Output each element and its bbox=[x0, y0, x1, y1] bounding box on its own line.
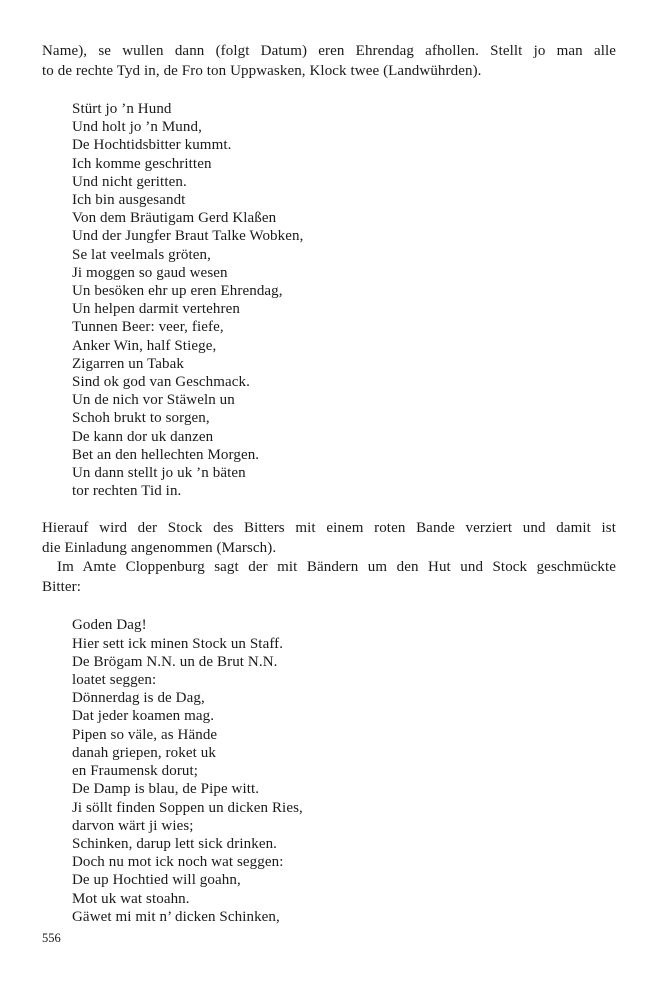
poem-line: De Damp is blau, de Pipe witt. bbox=[72, 781, 260, 798]
poem-line: danah griepen, roket uk bbox=[72, 744, 216, 761]
poem-line: darvon wärt ji wies; bbox=[72, 817, 194, 834]
poem-line: Goden Dag! bbox=[72, 617, 147, 634]
poem-line: Schoh brukt to sorgen, bbox=[72, 410, 210, 427]
poem-line: De up Hochtied will goahn, bbox=[72, 872, 241, 889]
poem-line: tor rechten Tid in. bbox=[72, 483, 182, 500]
poem-line: Un besöken ehr up eren Ehrendag, bbox=[72, 283, 283, 300]
prose-line: to de rechte Tyd in, de Fro ton Uppwasken, Klock twee (Landwührden). bbox=[42, 62, 482, 79]
poem-line: loatet seggen: bbox=[72, 672, 157, 689]
page-number: 556 bbox=[42, 931, 61, 945]
poem-line: Und nicht geritten. bbox=[72, 173, 187, 190]
poem-line: Un de nich vor Stäweln un bbox=[72, 392, 235, 409]
poem-line: Tunnen Beer: veer, fiefe, bbox=[72, 319, 224, 336]
prose-line: Im Amte Cloppenburg sagt der mit Bändern um den Hut und Stock geschmückte bbox=[57, 559, 616, 576]
poem-line: Und der Jungfer Braut Talke Wobken, bbox=[72, 228, 304, 245]
goden-dag-verse bbox=[42, 616, 616, 925]
poem-line: De Brögam N.N. un de Brut N.N. bbox=[72, 653, 278, 670]
prose-line: Hierauf wird der Stock des Bitters mit einem roten Bande verziert und damit ist bbox=[42, 520, 616, 537]
poem-line: Von dem Bräutigam Gerd Klaßen bbox=[72, 210, 277, 227]
prose-line: die Einladung angenommen (Marsch). bbox=[42, 539, 277, 556]
poem-line: De Hochtidsbitter kummt. bbox=[72, 137, 232, 154]
poem-line: en Fraumensk dorut; bbox=[72, 763, 199, 780]
poem-line: Dönnerdag is de Dag, bbox=[72, 690, 205, 707]
prose-line: Name), se wullen dann (folgt Datum) eren Ehrendag afhollen. Stellt jo man alle bbox=[42, 43, 616, 59]
poem-line: Ji söllt finden Soppen un dicken Ries, bbox=[72, 799, 303, 816]
poem-line: Ich bin ausgesandt bbox=[72, 192, 186, 209]
poem-line: Und holt jo ’n Mund, bbox=[72, 119, 202, 136]
poem-line: Un helpen darmit vertehren bbox=[72, 301, 240, 318]
poem-line: Sind ok god van Geschmack. bbox=[72, 374, 250, 391]
poem-line: Bet an den hellechten Morgen. bbox=[72, 446, 260, 463]
prose-line: Bitter: bbox=[42, 578, 82, 595]
poem-line: Hier sett ick minen Stock un Staff. bbox=[72, 635, 284, 652]
hochtidsbitter-verse bbox=[42, 100, 616, 500]
poem-line: Ich komme geschritten bbox=[72, 155, 212, 172]
poem-line: Ji moggen so gaud wesen bbox=[72, 264, 228, 281]
poem-line: Se lat veelmals gröten, bbox=[72, 246, 211, 263]
poem-line: Un dann stellt jo uk ’n bäten bbox=[72, 465, 246, 482]
poem-line: Mot uk wat stoahn. bbox=[72, 890, 190, 907]
page-content bbox=[42, 42, 616, 926]
intro-paragraph bbox=[42, 42, 616, 81]
poem-line: Doch nu mot ick noch wat seggen: bbox=[72, 854, 284, 871]
poem-line: De kann dor uk danzen bbox=[72, 428, 214, 445]
poem-line: Dat jeder koamen mag. bbox=[72, 708, 215, 725]
poem-line: Gäwet mi mit n’ dicken Schinken, bbox=[72, 908, 280, 925]
cloppenburg-paragraph bbox=[42, 558, 616, 597]
marsch-paragraph bbox=[42, 519, 616, 558]
poem-line: Pipen so väle, as Hände bbox=[72, 726, 218, 743]
poem-line: Schinken, darup lett sick drinken. bbox=[72, 835, 278, 852]
poem-line: Zigarren un Tabak bbox=[72, 355, 184, 372]
poem-line: Stürt jo ’n Hund bbox=[72, 101, 172, 117]
poem-line: Anker Win, half Stiege, bbox=[72, 337, 217, 354]
